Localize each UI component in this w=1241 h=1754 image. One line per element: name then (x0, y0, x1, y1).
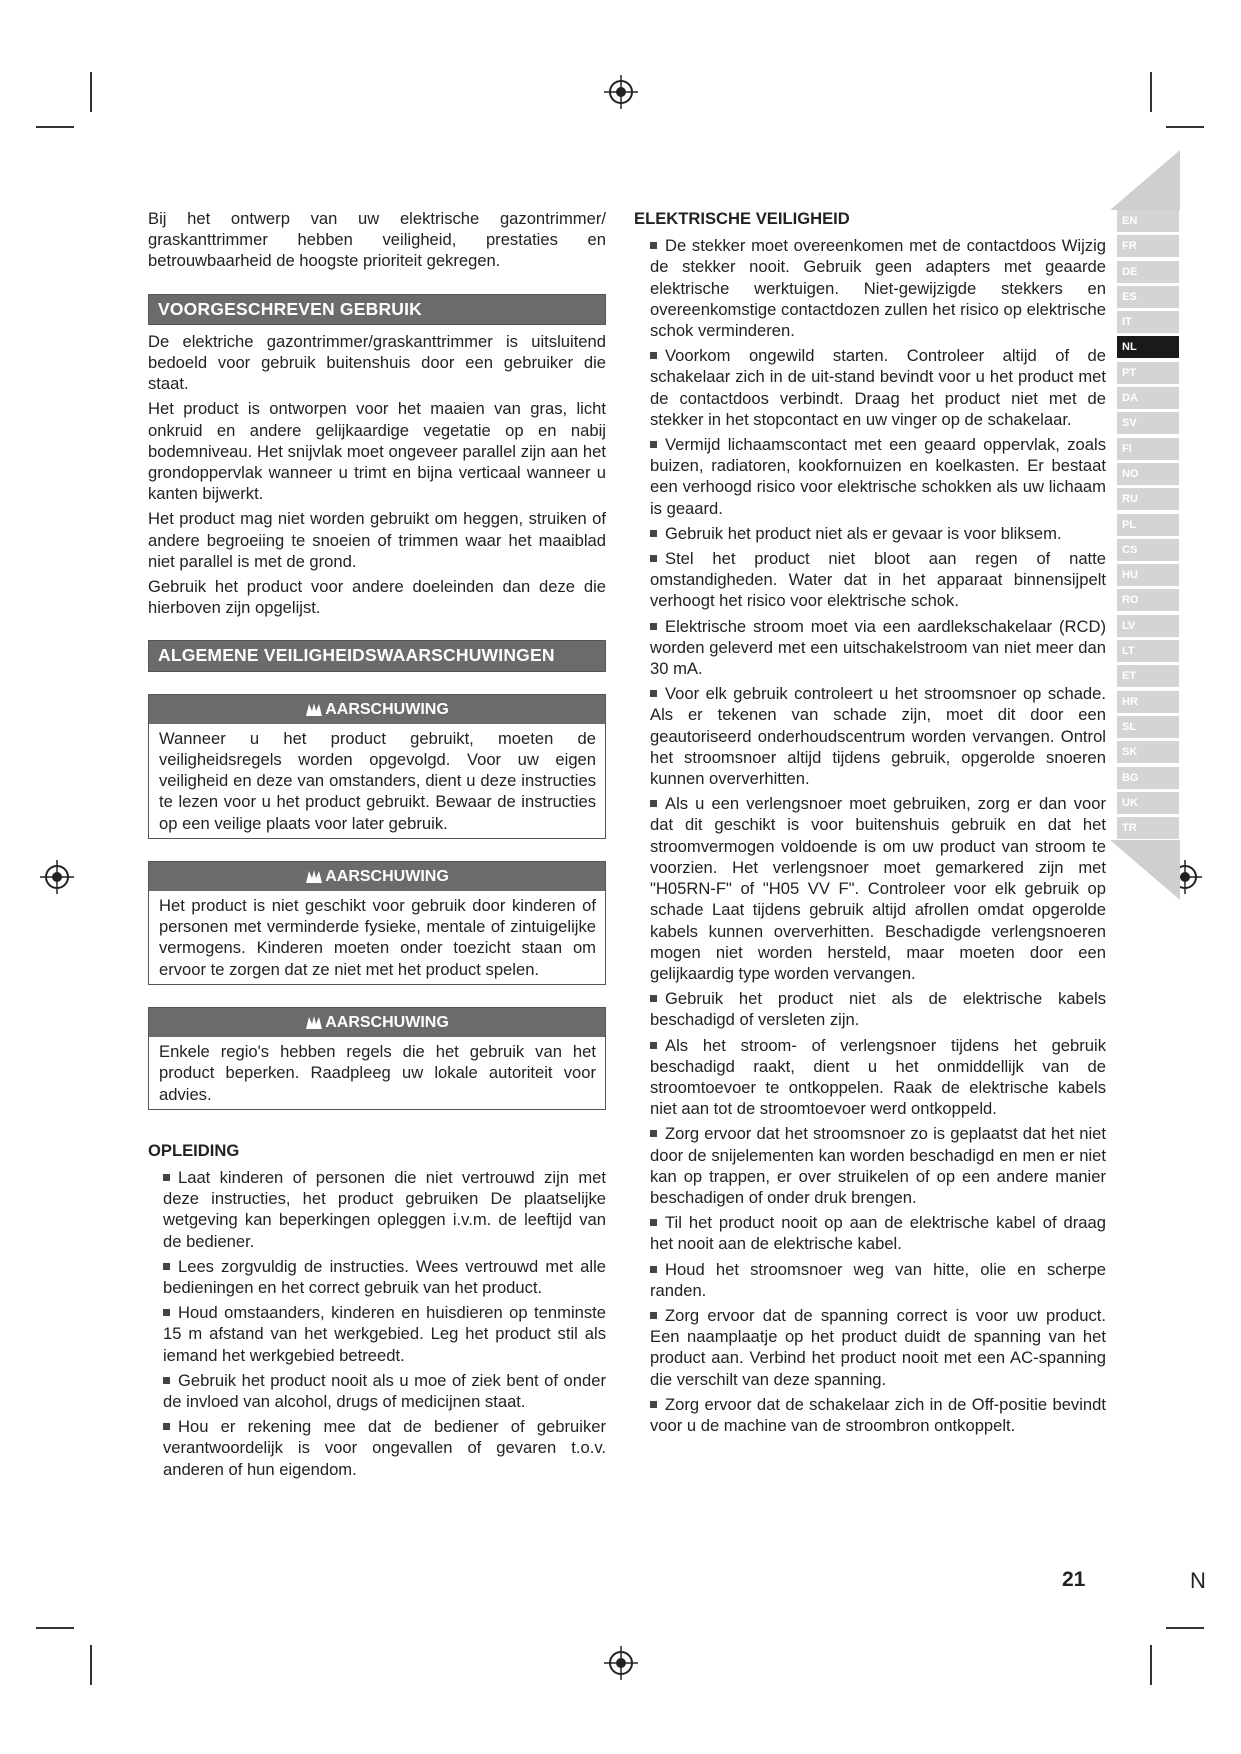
warning-hand-icon (305, 1014, 323, 1030)
warning-label: AARSCHUWING (325, 1013, 449, 1031)
language-tab-uk[interactable]: UK (1117, 792, 1179, 814)
crop-mark (1166, 126, 1204, 128)
list-item: Lees zorgvuldig de instructies. Wees vertrouwd met alle bedieningen en het correct gebruik van het product. (163, 1256, 606, 1297)
bullet-icon (650, 242, 657, 249)
language-tab-et[interactable]: ET (1117, 665, 1179, 687)
bullet-icon (650, 623, 657, 630)
list-item: Zorg ervoor dat de schakelaar zich in de Off-positie bevindt voor u de machine van de stroombron ontkoppelt. (650, 1394, 1106, 1435)
crop-mark (1150, 72, 1152, 112)
language-tab-lv[interactable]: LV (1117, 615, 1179, 637)
language-tab-sv[interactable]: SV (1117, 412, 1179, 434)
bullet-icon (163, 1174, 170, 1181)
crop-mark (36, 126, 74, 128)
language-tab-lt[interactable]: LT (1117, 640, 1179, 662)
warning-hand-icon (305, 868, 323, 884)
warning-label: AARSCHUWING (325, 867, 449, 885)
list-item: Zorg ervoor dat het stroomsnoer zo is geplaatst dat het niet door de snijelementen kan worden beschadigd en men er niet kan op trappen, er over struikelen of op een andere manier beschadigen of onder druk brengen. (650, 1124, 1106, 1207)
list-item: Voorkom ongewild starten. Controleer altijd of de schakelaar zich in de uit-stand bevindt voor u het product met de contactdoos verbindt. Draag het product niet met de stekker in het stopcontact en uw vinger op de schakelaar. (650, 346, 1106, 429)
language-tab-sl[interactable]: SL (1117, 716, 1179, 738)
bullet-icon (163, 1423, 170, 1430)
section-title-training: OPLEIDING (148, 1140, 240, 1160)
section-title-safety-warnings: ALGEMENE VEILIGHEIDSWAARSCHUWINGEN (148, 640, 606, 671)
bullet-icon (163, 1263, 170, 1270)
warning-label: AARSCHUWING (325, 700, 449, 718)
language-tab-de[interactable]: DE (1117, 261, 1179, 283)
page-number: 21 (1062, 1568, 1086, 1591)
bullet-icon (163, 1309, 170, 1316)
list-item: Gebruik het product niet als de elektrische kabels beschadigd of versleten zijn. (650, 989, 1106, 1030)
bullet-icon (650, 1312, 657, 1319)
language-tab-bg[interactable]: BG (1117, 767, 1179, 789)
list-item: Houd omstaanders, kinderen en huisdieren op tenminste 15 m afstand van het werkgebied. Leg het product stil als iemand het werkgebied betreedt. (163, 1303, 606, 1365)
warning-header (149, 695, 605, 724)
bullet-icon (650, 555, 657, 562)
registration-mark-icon (604, 1646, 638, 1680)
language-tab-cs[interactable]: CS (1117, 539, 1179, 561)
paragraph: De elektriche gazontrimmer/graskanttrimmer is uitsluitend bedoeld voor gebruik buitenshuis door een gebruiker die staat. (148, 331, 606, 394)
language-tab-fi[interactable]: FI (1117, 438, 1179, 460)
warning-text: Wanneer u het product gebruikt, moeten de veiligheidsregels worden opgevolgd. Voor uw eigen veiligheid en deze van omstanders, dient u deze instructies te lezen voor u het product gebruikt. Bewaar de instructies op een veilige plaats voor later gebruik. (159, 728, 596, 833)
language-tab-nl[interactable]: NL (1117, 336, 1179, 358)
warning-hand-icon (305, 701, 323, 717)
warning-box (148, 1007, 606, 1110)
language-tab-da[interactable]: DA (1117, 387, 1179, 409)
language-tabs (1117, 210, 1179, 842)
bullet-icon (650, 1130, 657, 1137)
bullet-icon (650, 352, 657, 359)
language-tab-es[interactable]: ES (1117, 286, 1179, 308)
language-tab-pl[interactable]: PL (1117, 514, 1179, 536)
warning-header (149, 1008, 605, 1037)
crop-mark (1166, 1627, 1204, 1629)
section-title-intended-use: VOORGESCHREVEN GEBRUIK (148, 294, 606, 325)
bullet-icon (650, 1266, 657, 1273)
bullet-icon (650, 441, 657, 448)
language-tab-en[interactable]: EN (1117, 210, 1179, 232)
bullet-icon (650, 1401, 657, 1408)
section-title-electrical-safety: ELEKTRISCHE VEILIGHEID (634, 209, 850, 228)
warning-box (148, 861, 606, 985)
list-item: Als het stroom- of verlengsnoer tijdens het gebruik beschadigd raakt, dient u het onmiddellijk van de stroomtoevoer te ontkoppelen. Raak de elektrische kabels niet aan tot de stroomtoevoer werd ontkoppeld. (650, 1035, 1106, 1119)
list-item: Gebruik het product niet als er gevaar is voor bliksem. (650, 523, 1106, 544)
bullet-icon (650, 1042, 657, 1049)
left-column (148, 208, 606, 1484)
corner-mark: N (1190, 1568, 1206, 1593)
list-item: Til het product nooit op aan de elektrische kabel of draag het nooit aan de elektrische kabel. (650, 1213, 1106, 1254)
language-tab-sk[interactable]: SK (1117, 741, 1179, 763)
crop-mark (90, 1645, 92, 1685)
right-column (634, 208, 1106, 1440)
bullet-icon (163, 1377, 170, 1384)
language-tab-it[interactable]: IT (1117, 311, 1179, 333)
bullet-icon (650, 995, 657, 1002)
language-tab-pt[interactable]: PT (1117, 362, 1179, 384)
crop-mark (1150, 1645, 1152, 1685)
language-tab-fr[interactable]: FR (1117, 235, 1179, 257)
paragraph: Gebruik het product voor andere doeleinden dan deze die hierboven zijn opgelijst. (148, 577, 606, 618)
paragraph: Het product mag niet worden gebruikt om heggen, struiken of andere begroeiing te snoeien of trimmen waar het maaiblad niet parallel is met de grond. (148, 509, 606, 571)
paragraph: Het product is ontworpen voor het maaien van gras, licht onkruid en andere gelijkaardige vegetatie op en nabij bodemniveau. Het snijvlak moet ongeveer parallel zijn aan het grondoppervlak wanneer u trimt en bijna verticaal wanneer u kanten bijwerkt. (148, 399, 606, 504)
list-item: Zorg ervoor dat de spanning correct is voor uw product. Een naamplaatje op het product duidt de spanning van het product aan. Verbind het product nooit met een AC-spanning die verschilt van deze spanning. (650, 1305, 1106, 1389)
list-item: Vermijd lichaamscontact met een geaard oppervlak, zoals buizen, radiatoren, kookfornuizen en koelkasten. Er bestaat een verhoogd risico voor elektrische schokken als uw lichaam is geaard. (650, 435, 1106, 518)
list-item: Stel het product niet bloot aan regen of natte omstandigheden. Water dat in het apparaat binnensijpelt verhoogt het risico voor elektrische schok. (650, 549, 1106, 611)
list-item: Houd het stroomsnoer weg van hitte, olie en scherpe randen. (650, 1259, 1106, 1300)
crop-mark (90, 72, 92, 112)
language-tab-tr[interactable]: TR (1117, 817, 1179, 839)
warning-text: Het product is niet geschikt voor gebruik door kinderen of personen met verminderde fysieke, mentale of zintuigelijke vermogens. Kinderen moeten onder toezicht staan om ervoor te zorgen dat ze niet met het product spelen. (159, 896, 596, 979)
language-tab-ru[interactable]: RU (1117, 488, 1179, 510)
warning-box (148, 694, 606, 839)
list-item: Hou er rekening mee dat de bediener of gebruiker verantwoordelijk is voor ongevallen of gevaren t.o.v. anderen of hun eigendom. (163, 1417, 606, 1479)
list-item: Gebruik het product nooit als u moe of ziek bent of onder de invloed van alcohol, drugs of medicijnen staat. (163, 1370, 606, 1411)
electrical-safety-list (634, 235, 1106, 1436)
registration-mark-icon (604, 75, 638, 109)
crop-mark (36, 1627, 74, 1629)
list-item: Elektrische stroom moet via een aardlekschakelaar (RCD) worden geleverd met een uitschakelstroom van niet meer dan 30 mA. (650, 616, 1106, 679)
language-tab-ro[interactable]: RO (1117, 589, 1179, 611)
bullet-icon (650, 530, 657, 537)
list-item: Laat kinderen of personen die niet vertrouwd zijn met deze instructies, het product gebruiken De plaatselijke wetgeving kan beperkingen opleggen i.v.m. de leeftijd van de bediener. (163, 1167, 606, 1251)
intro-paragraph: Bij het ontwerp van uw elektrische gazontrimmer/ graskanttrimmer hebben veiligheid, prestaties en betrouwbaarheid de hoogste prioriteit gekregen. (148, 209, 606, 271)
language-tab-no[interactable]: NO (1117, 463, 1179, 485)
language-tab-hu[interactable]: HU (1117, 564, 1179, 586)
warning-header (149, 862, 605, 891)
list-item: Als u een verlengsnoer moet gebruiken, zorg er dan voor dat dit geschikt is voor buitenshuis gebruik en dat het stroomvermogen voldoende is om uw product van stroom te voorzien. Het verlengsnoer moet gemarkered zijn met "H05RN-F" of "H05 VV F". Controleer voor elk gebruik op schade Laat tijdens gebruik altijd afrollen omdat opgerolde kabels kunnen oververhitten. Beschadigde verlengsnoeren mogen niet worden hersteld, maar moeten door een gelijkaardig type worden vervangen. (650, 794, 1106, 983)
bullet-icon (650, 690, 657, 697)
registration-mark-icon (40, 860, 74, 894)
training-list (148, 1167, 606, 1480)
list-item: Voor elk gebruik controleert u het stroomsnoer op schade. Als er tekenen van schade zijn, moet dit door een geautoriseerd onderhoudscentrum worden vervangen. Ontrol het stroomsnoer altijd tijdens gebruik, opgerolde snoeren kunnen oververhitten. (650, 684, 1106, 789)
language-tab-hr[interactable]: HR (1117, 691, 1179, 713)
bullet-icon (650, 1219, 657, 1226)
bullet-icon (650, 800, 657, 807)
warning-text: Enkele regio's hebben regels die het gebruik van het product beperken. Raadpleeg uw lokale autoriteit voor advies. (159, 1042, 596, 1104)
list-item: De stekker moet overeenkomen met de contactdoos Wijzig de stekker nooit. Gebruik geen adapters met geaarde elektrische werktuigen. Niet-gewijzigde stekkers en overeenkomstige contactdozen zullen het risico op elektrische schok verminderen. (650, 236, 1106, 341)
